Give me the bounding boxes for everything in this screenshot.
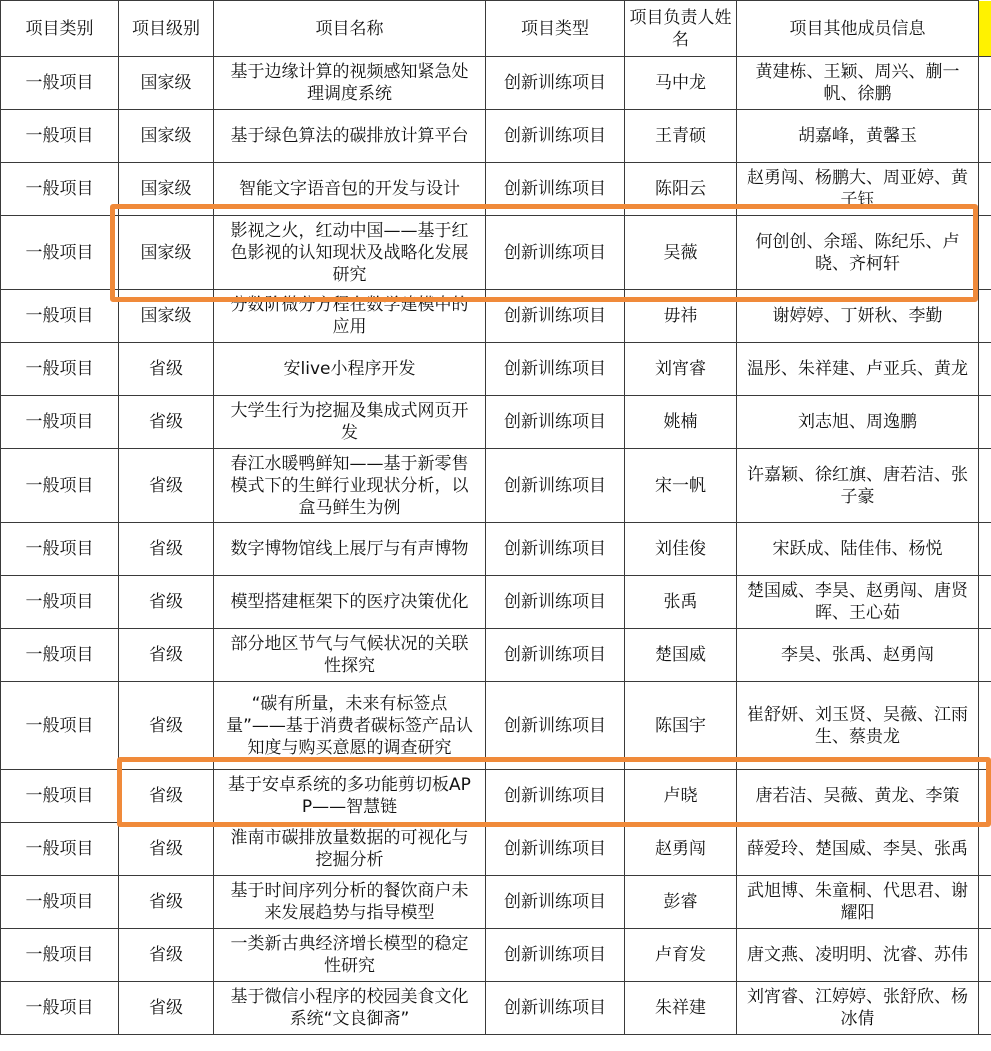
cell-members[interactable]: 宋跃成、陆佳伟、杨悦	[737, 523, 979, 576]
table-row	[1, 770, 991, 823]
cell-level[interactable]: 国家级	[119, 110, 214, 163]
table-row	[1, 163, 991, 216]
cell-level[interactable]: 省级	[119, 876, 214, 929]
cell-leader[interactable]: 卢晓	[625, 770, 737, 823]
cell-members[interactable]: 崔舒妍、刘玉贤、吴薇、江雨生、蔡贵龙	[737, 682, 979, 770]
cell-leader[interactable]: 朱祥建	[625, 982, 737, 1035]
cell-leader[interactable]: 刘宵睿	[625, 343, 737, 396]
cell-blank[interactable]	[979, 396, 991, 449]
cell-leader[interactable]: 卢育发	[625, 929, 737, 982]
cell-blank[interactable]	[979, 982, 991, 1035]
cell-type[interactable]: 创新训练项目	[486, 216, 625, 290]
cell-level[interactable]: 国家级	[119, 57, 214, 110]
cell-category[interactable]: 一般项目	[1, 110, 119, 163]
accent-column	[979, 1, 991, 57]
cell-category[interactable]: 一般项目	[1, 216, 119, 290]
cell-level[interactable]: 国家级	[119, 216, 214, 290]
cell-leader[interactable]: 彭睿	[625, 876, 737, 929]
header-category[interactable]: 项目类别	[1, 1, 119, 57]
cell-category[interactable]: 一般项目	[1, 982, 119, 1035]
cell-type[interactable]: 创新训练项目	[486, 770, 625, 823]
cell-type[interactable]: 创新训练项目	[486, 682, 625, 770]
cell-level[interactable]: 省级	[119, 449, 214, 523]
table-row	[1, 216, 991, 290]
table-row	[1, 929, 991, 982]
cell-project-name[interactable]: 数字博物馆线上展厅与有声博物	[214, 523, 486, 576]
cell-project-name[interactable]: “碳有所量，未来有标签点量”——基于消费者碳标签产品认知度与购买意愿的调查研究	[214, 682, 486, 770]
cell-members[interactable]: 黄建栋、王颖、周兴、蒯一帆、徐鹏	[737, 57, 979, 110]
cell-project-name[interactable]: 模型搭建框架下的医疗决策优化	[214, 576, 486, 629]
cell-blank[interactable]	[979, 876, 991, 929]
cell-project-name[interactable]: 大学生行为挖掘及集成式网页开发	[214, 396, 486, 449]
header-name[interactable]: 项目名称	[214, 1, 486, 57]
cell-project-name[interactable]: 安live小程序开发	[214, 343, 486, 396]
cell-blank[interactable]	[979, 110, 991, 163]
cell-members[interactable]: 温彤、朱祥建、卢亚兵、黄龙	[737, 343, 979, 396]
table-row	[1, 343, 991, 396]
cell-blank[interactable]	[979, 523, 991, 576]
header-members[interactable]: 项目其他成员信息	[737, 1, 979, 57]
cell-level[interactable]: 省级	[119, 770, 214, 823]
cell-members[interactable]: 赵勇闯、杨鹏大、周亚婷、黄子钰	[737, 163, 979, 216]
cell-project-name[interactable]: 淮南市碳排放量数据的可视化与挖掘分析	[214, 823, 486, 876]
table-row	[1, 110, 991, 163]
cell-category[interactable]: 一般项目	[1, 929, 119, 982]
cell-category[interactable]: 一般项目	[1, 343, 119, 396]
cell-leader[interactable]: 王青硕	[625, 110, 737, 163]
cell-blank[interactable]	[979, 163, 991, 216]
cell-type[interactable]: 创新训练项目	[486, 449, 625, 523]
cell-level[interactable]: 省级	[119, 929, 214, 982]
cell-members[interactable]: 武旭博、朱童桐、代思君、谢耀阳	[737, 876, 979, 929]
cell-project-name[interactable]: 基于安卓系统的多功能剪切板APP——智慧链	[214, 770, 486, 823]
cell-project-name[interactable]: 影视之火，红动中国——基于红色影视的认知现状及战略化发展研究	[214, 216, 486, 290]
cell-leader[interactable]: 马中龙	[625, 57, 737, 110]
cell-blank[interactable]	[979, 343, 991, 396]
cell-blank[interactable]	[979, 629, 991, 682]
cell-level[interactable]: 省级	[119, 396, 214, 449]
cell-project-name[interactable]: 基于边缘计算的视频感知紧急处理调度系统	[214, 57, 486, 110]
cell-blank[interactable]	[979, 449, 991, 523]
cell-members[interactable]: 谢婷婷、丁妍秋、李勤	[737, 290, 979, 343]
cell-blank[interactable]	[979, 576, 991, 629]
cell-level[interactable]: 省级	[119, 823, 214, 876]
cell-leader[interactable]: 张禹	[625, 576, 737, 629]
cell-category[interactable]: 一般项目	[1, 876, 119, 929]
table-row	[1, 57, 991, 110]
cell-leader[interactable]: 楚国威	[625, 629, 737, 682]
cell-type[interactable]: 创新训练项目	[486, 576, 625, 629]
cell-members[interactable]: 唐若洁、吴薇、黄龙、李策	[737, 770, 979, 823]
cell-type[interactable]: 创新训练项目	[486, 876, 625, 929]
table-row	[1, 523, 991, 576]
cell-category[interactable]: 一般项目	[1, 396, 119, 449]
table-row	[1, 629, 991, 682]
header-level[interactable]: 项目级别	[119, 1, 214, 57]
cell-project-name[interactable]: 基于绿色算法的碳排放计算平台	[214, 110, 486, 163]
cell-category[interactable]: 一般项目	[1, 576, 119, 629]
cell-category[interactable]: 一般项目	[1, 823, 119, 876]
cell-members[interactable]: 胡嘉峰，黄馨玉	[737, 110, 979, 163]
table-row	[1, 576, 991, 629]
cell-leader[interactable]: 吴薇	[625, 216, 737, 290]
cell-project-name[interactable]: 一类新古典经济增长模型的稳定性研究	[214, 929, 486, 982]
cell-category[interactable]: 一般项目	[1, 449, 119, 523]
cell-project-name[interactable]: 部分地区节气与气候状况的关联性探究	[214, 629, 486, 682]
table-row	[1, 876, 991, 929]
cell-level[interactable]: 省级	[119, 523, 214, 576]
cell-leader[interactable]: 刘佳俊	[625, 523, 737, 576]
cell-leader[interactable]: 姚楠	[625, 396, 737, 449]
cell-level[interactable]: 国家级	[119, 163, 214, 216]
cell-category[interactable]: 一般项目	[1, 163, 119, 216]
cell-members[interactable]: 李昊、张禹、赵勇闯	[737, 629, 979, 682]
cell-level[interactable]: 省级	[119, 343, 214, 396]
cell-category[interactable]: 一般项目	[1, 290, 119, 343]
cell-category[interactable]: 一般项目	[1, 629, 119, 682]
table-row	[1, 682, 991, 770]
cell-leader[interactable]: 陈阳云	[625, 163, 737, 216]
cell-blank[interactable]	[979, 290, 991, 343]
cell-category[interactable]: 一般项目	[1, 523, 119, 576]
cell-type[interactable]: 创新训练项目	[486, 629, 625, 682]
cell-project-name[interactable]: 分数阶微分方程在数学建模中的应用	[214, 290, 486, 343]
table-row	[1, 449, 991, 523]
cell-blank[interactable]	[979, 682, 991, 770]
cell-project-name[interactable]: 智能文字语音包的开发与设计	[214, 163, 486, 216]
cell-members[interactable]: 唐文燕、凌明明、沈睿、苏伟	[737, 929, 979, 982]
table-row	[1, 290, 991, 343]
cell-members[interactable]: 薛爱玲、楚国威、李昊、张禹	[737, 823, 979, 876]
cell-type[interactable]: 创新训练项目	[486, 396, 625, 449]
cell-type[interactable]: 创新训练项目	[486, 57, 625, 110]
cell-members[interactable]: 刘志旭、周逸鹏	[737, 396, 979, 449]
cell-type[interactable]: 创新训练项目	[486, 163, 625, 216]
cell-members[interactable]: 楚国威、李昊、赵勇闯、唐贤晖、王心茹	[737, 576, 979, 629]
header-type[interactable]: 项目类型	[486, 1, 625, 57]
cell-type[interactable]: 创新训练项目	[486, 929, 625, 982]
cell-type[interactable]: 创新训练项目	[486, 290, 625, 343]
cell-members[interactable]: 许嘉颖、徐红旗、唐若洁、张子豪	[737, 449, 979, 523]
cell-project-name[interactable]: 基于时间序列分析的餐饮商户未来发展趋势与指导模型	[214, 876, 486, 929]
cell-leader[interactable]: 毋祎	[625, 290, 737, 343]
cell-blank[interactable]	[979, 770, 991, 823]
cell-blank[interactable]	[979, 823, 991, 876]
table-row	[1, 982, 991, 1035]
cell-blank[interactable]	[979, 929, 991, 982]
cell-type[interactable]: 创新训练项目	[486, 982, 625, 1035]
cell-category[interactable]: 一般项目	[1, 57, 119, 110]
cell-level[interactable]: 省级	[119, 576, 214, 629]
cell-type[interactable]: 创新训练项目	[486, 110, 625, 163]
cell-level[interactable]: 国家级	[119, 290, 214, 343]
cell-level[interactable]: 省级	[119, 682, 214, 770]
header-row	[1, 1, 991, 57]
cell-type[interactable]: 创新训练项目	[486, 343, 625, 396]
cell-blank[interactable]	[979, 216, 991, 290]
cell-category[interactable]: 一般项目	[1, 682, 119, 770]
cell-type[interactable]: 创新训练项目	[486, 823, 625, 876]
cell-members[interactable]: 刘宵睿、江婷婷、张舒欣、杨冰倩	[737, 982, 979, 1035]
cell-type[interactable]: 创新训练项目	[486, 523, 625, 576]
cell-project-name[interactable]: 春江水暖鸭鲜知——基于新零售模式下的生鲜行业现状分析，以盒马鲜生为例	[214, 449, 486, 523]
cell-category[interactable]: 一般项目	[1, 770, 119, 823]
cell-blank[interactable]	[979, 57, 991, 110]
table-row	[1, 396, 991, 449]
cell-level[interactable]: 省级	[119, 629, 214, 682]
cell-leader[interactable]: 宋一帆	[625, 449, 737, 523]
cell-level[interactable]: 省级	[119, 982, 214, 1035]
cell-leader[interactable]: 陈国宇	[625, 682, 737, 770]
cell-members[interactable]: 何创创、余瑶、陈纪乐、卢晓、齐柯轩	[737, 216, 979, 290]
table-row	[1, 823, 991, 876]
cell-leader[interactable]: 赵勇闯	[625, 823, 737, 876]
cell-project-name[interactable]: 基于微信小程序的校园美食文化系统“文良御斋”	[214, 982, 486, 1035]
header-leader[interactable]: 项目负责人姓名	[625, 1, 737, 57]
